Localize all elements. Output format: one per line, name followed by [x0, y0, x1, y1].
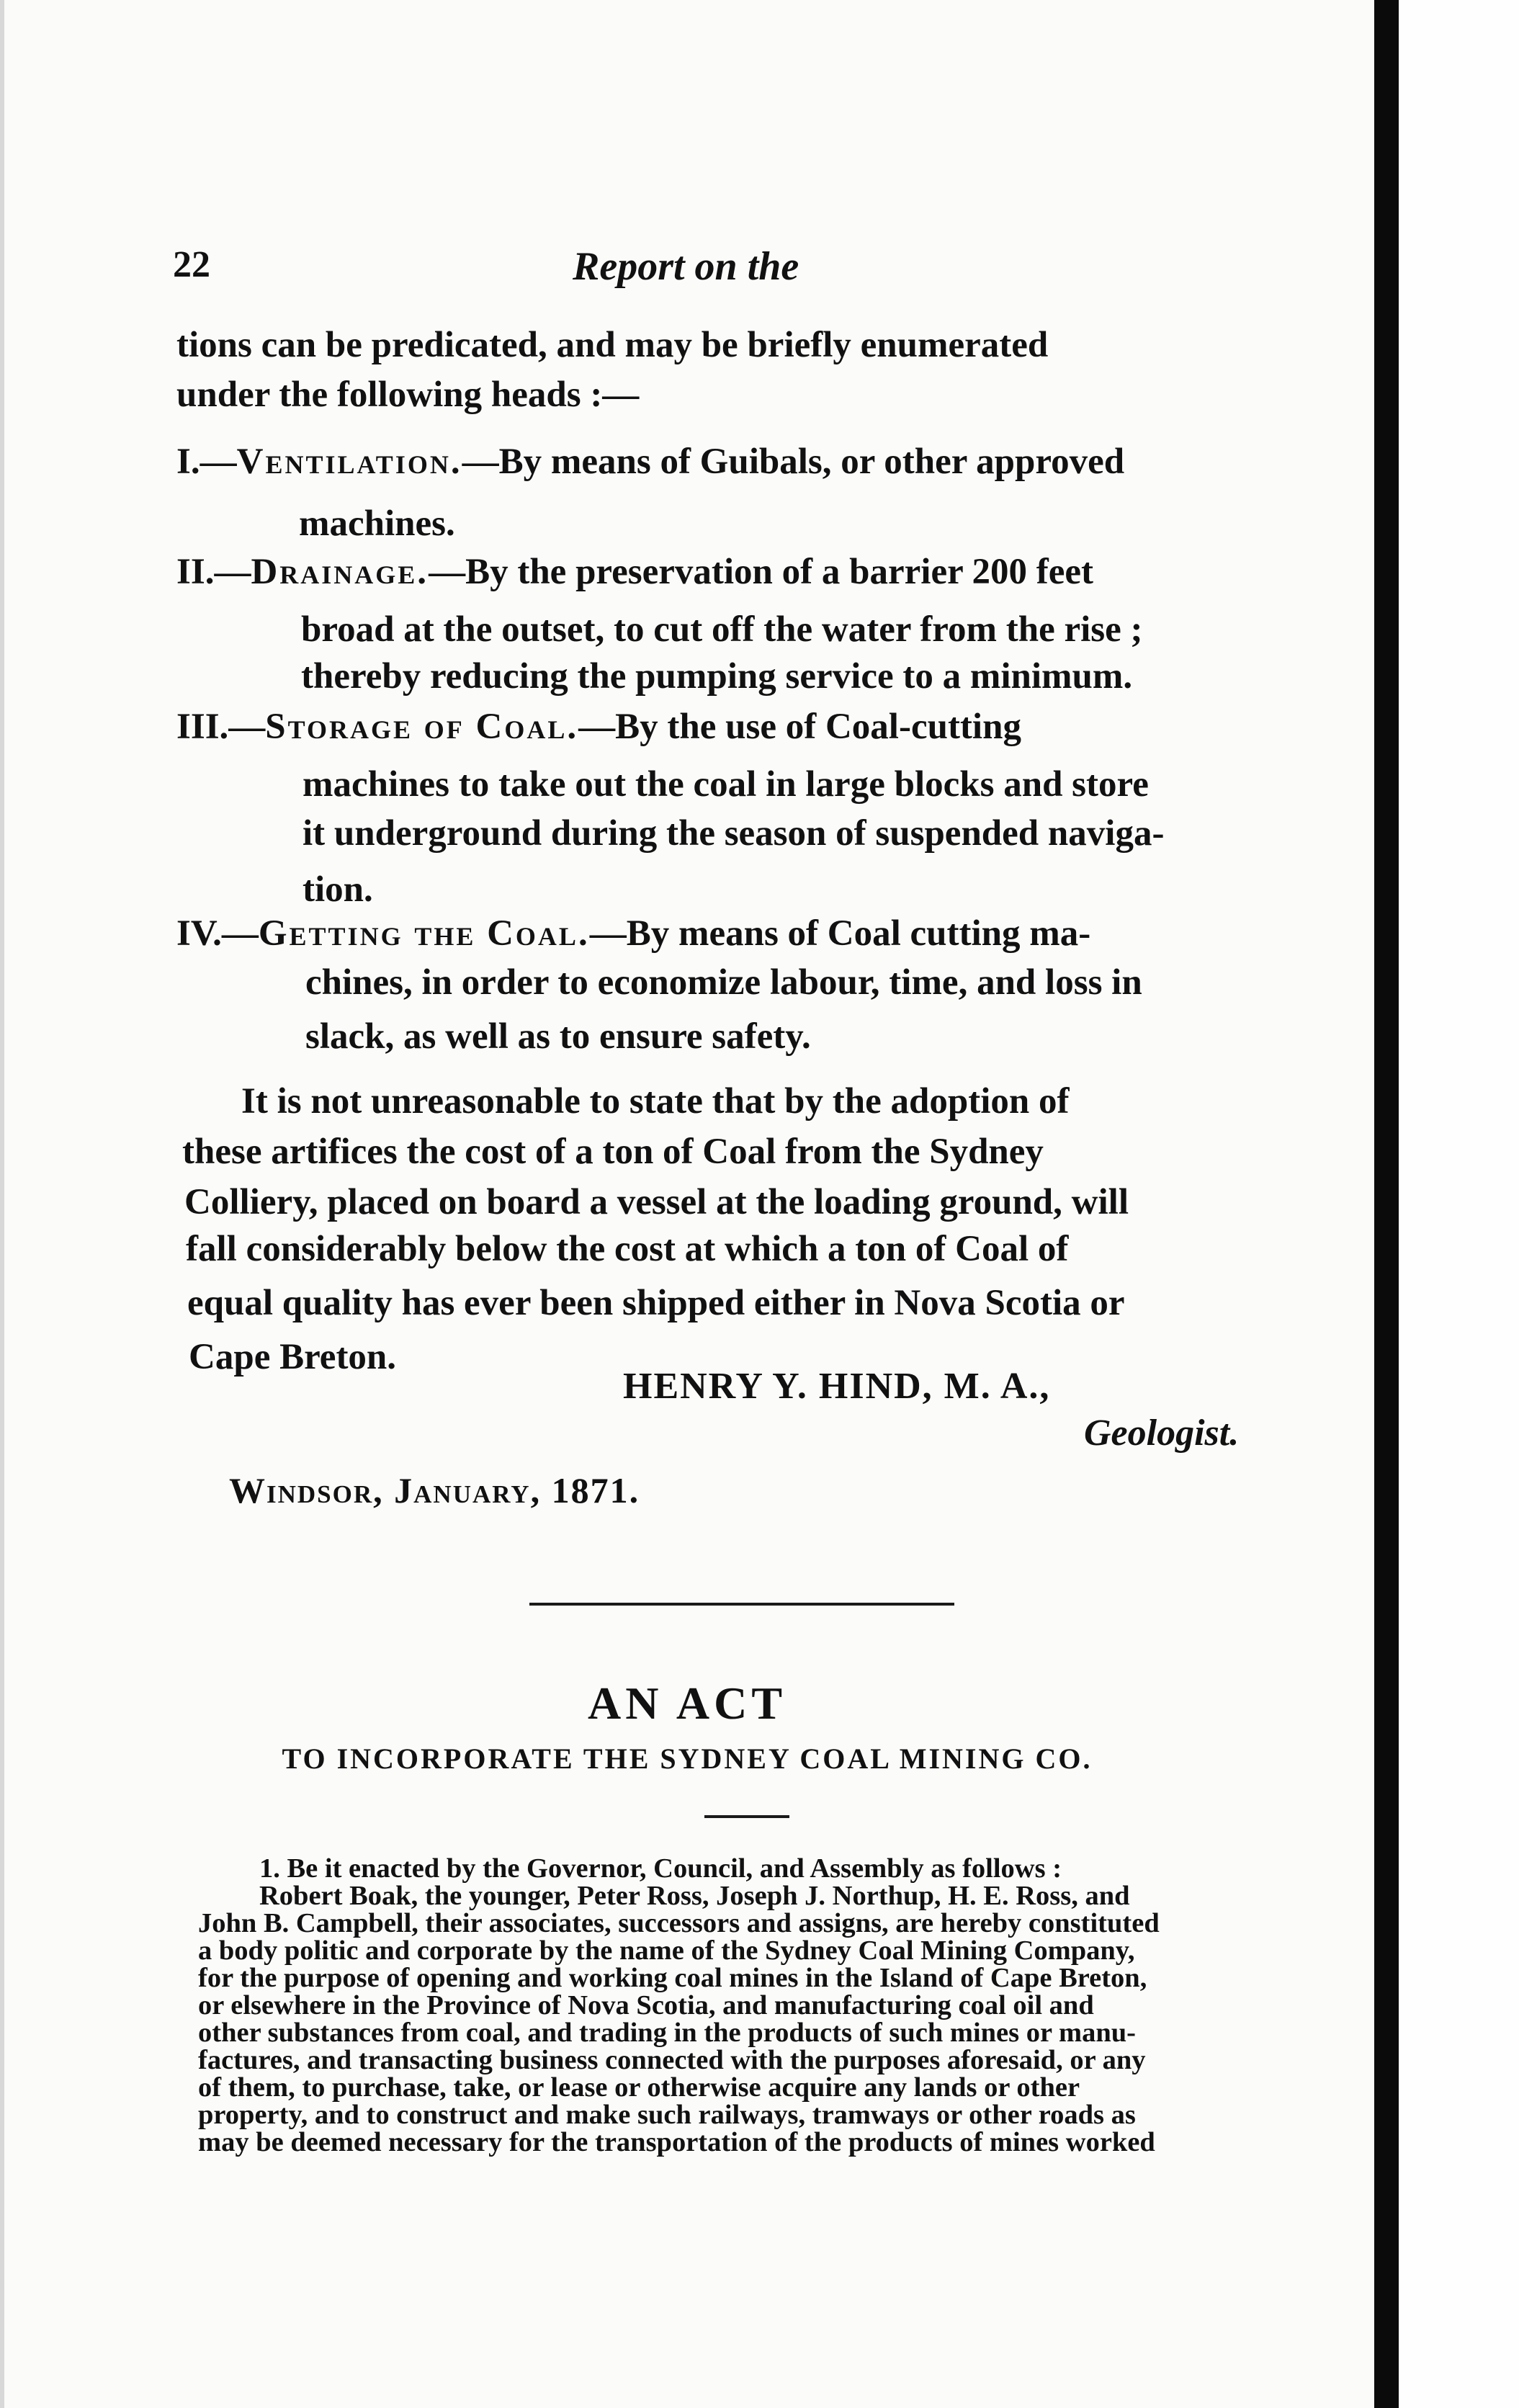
item-heading: Drainage.: [251, 552, 429, 592]
dateline: Windsor, January, 1871.: [229, 1470, 640, 1510]
conclusion-line-5: equal quality has ever been shipped either in Nova Scotia or: [187, 1283, 1125, 1323]
page-number: 22: [173, 244, 210, 285]
act-line: may be deemed necessary for the transportation of the products of mines worked: [198, 2127, 1155, 2157]
intro-line-1: tions can be predicated, and may be briefly enumerated: [176, 325, 1049, 365]
conclusion-line-6: Cape Breton.: [189, 1337, 397, 1377]
item-storage-line-4: tion.: [303, 869, 373, 910]
conclusion-line-1: It is not unreasonable to state that by the adoption of: [241, 1081, 1070, 1122]
act-line: for the purpose of opening and working coal mines in the Island of Cape Breton,: [198, 1963, 1147, 1993]
conclusion-line-2: these artifices the cost of a ton of Coal from the Sydney: [182, 1132, 1044, 1172]
item-text: —By the use of Coal-cutting: [578, 707, 1021, 747]
item-heading: Ventilation.: [236, 442, 462, 482]
item-drainage-line-2: broad at the outset, to cut off the water from the rise ;: [301, 609, 1143, 650]
item-numeral: II.—: [176, 552, 251, 592]
act-divider: [704, 1815, 789, 1818]
item-drainage: [176, 547, 1286, 596]
page-left-shadow: [0, 0, 4, 2408]
item-ventilation-line-2: machines.: [299, 503, 455, 544]
item-getting-coal-line-3: slack, as well as to ensure safety.: [305, 1016, 811, 1057]
item-heading: Storage of Coal.: [265, 707, 579, 747]
act-line: a body politic and corporate by the name of the Sydney Coal Mining Company,: [198, 1935, 1135, 1966]
conclusion-line-3: Colliery, placed on board a vessel at the loading ground, will: [184, 1182, 1129, 1222]
act-line: factures, and transacting business connected with the purposes aforesaid, or any: [198, 2045, 1146, 2075]
running-head: [173, 243, 1282, 301]
act-subtitle: TO INCORPORATE THE SYDNEY COAL MINING CO.: [282, 1742, 1093, 1775]
act-line: property, and to construct and make such railways, tramways or other roads as: [198, 2100, 1136, 2130]
act-line: 1. Be it enacted by the Governor, Council, and Assembly as follows :: [259, 1853, 1062, 1884]
item-numeral: IV.—: [176, 913, 259, 954]
item-getting-coal-line-2: chines, in order to economize labour, time, and loss in: [305, 962, 1142, 1003]
scan-background: [1399, 0, 1519, 2408]
page-binding-edge: [1374, 0, 1399, 2408]
item-storage-line-2: machines to take out the coal in large blocks and store: [303, 764, 1149, 805]
running-title: Report on the: [573, 244, 799, 289]
item-drainage-line-3: thereby reducing the pumping service to a minimum.: [301, 656, 1133, 697]
signature-name: HENRY Y. HIND, M. A.,: [623, 1366, 1051, 1407]
conclusion-line-4: fall considerably below the cost at which a ton of Coal of: [186, 1229, 1069, 1269]
act-body: [198, 1855, 1307, 2156]
intro-line-2: under the following heads :—: [176, 375, 640, 415]
act-line: or elsewhere in the Province of Nova Scotia, and manufacturing coal oil and: [198, 1990, 1094, 2020]
act-line: Robert Boak, the younger, Peter Ross, Joseph J. Northup, H. E. Ross, and: [259, 1881, 1130, 1911]
item-numeral: III.—: [176, 707, 266, 747]
item-text: —By means of Coal cutting ma-: [589, 913, 1091, 954]
signature-title: Geologist.: [1084, 1413, 1240, 1454]
item-numeral: I.—: [176, 442, 237, 482]
act-line: John B. Campbell, their associates, successors and assigns, are hereby constituted: [198, 1908, 1160, 1938]
item-ventilation: [176, 437, 1286, 486]
act-title: AN ACT: [587, 1678, 787, 1729]
section-divider: [529, 1603, 954, 1606]
item-storage-line-3: it underground during the season of suspended naviga-: [303, 813, 1165, 854]
item-getting-coal: [176, 909, 1286, 958]
item-text: —By means of Guibals, or other approved: [462, 442, 1125, 482]
item-heading: Getting the Coal.: [258, 913, 590, 954]
act-line: other substances from coal, and trading in the products of such mines or manu-: [198, 2018, 1136, 2048]
act-line: of them, to purchase, take, or lease or otherwise acquire any lands or other: [198, 2072, 1080, 2103]
item-text: —By the preservation of a barrier 200 feet: [429, 552, 1094, 592]
item-storage: [176, 702, 1286, 751]
